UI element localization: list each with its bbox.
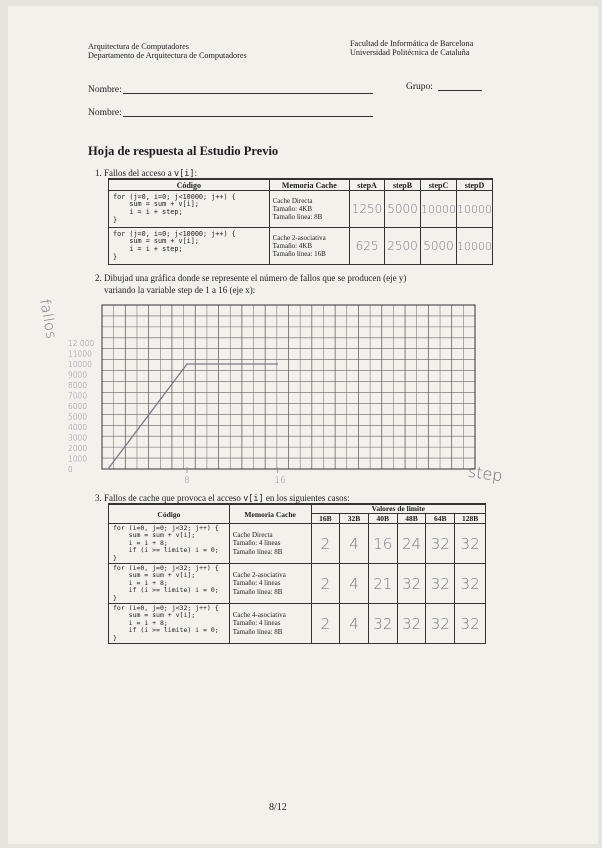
q1-row1-stepA[interactable]: 1250 xyxy=(350,191,385,228)
y-tick-label: 0 xyxy=(68,465,73,474)
course-name: Arquitectura de Computadores xyxy=(88,42,189,51)
q3-row1-val-32[interactable]: 4 xyxy=(340,524,369,564)
grupo-label: Grupo: xyxy=(406,82,433,92)
q1-row2-code: for (j=0, i=0; j<10000; j++) { sum = sum + v[i]; i = i + step; } xyxy=(109,228,270,265)
q3-row3-val-48[interactable]: 32 xyxy=(397,604,426,644)
q1-head-stepA: stepA xyxy=(350,179,385,191)
q3-row1-val-40[interactable]: 16 xyxy=(368,524,397,564)
university-name: Universidad Politécnica de Cataluña xyxy=(350,48,470,57)
q3-limit-32: 32B xyxy=(340,514,369,524)
page-number: 8/12 xyxy=(269,802,287,813)
q1-head-stepB: stepB xyxy=(385,179,421,191)
q3-row3-val-128[interactable]: 32 xyxy=(455,604,486,644)
q3-row2-val-48[interactable]: 32 xyxy=(397,564,426,604)
y-tick-label: 9000 xyxy=(68,370,88,380)
graph-x-ticks xyxy=(184,467,286,486)
q1-row2-stepA[interactable]: 625 xyxy=(350,228,385,265)
table-row xyxy=(109,604,486,644)
q3-row3-val-40[interactable]: 32 xyxy=(368,604,397,644)
y-axis-hand-label: fallos xyxy=(36,298,59,341)
q3-limit-64: 64B xyxy=(426,514,455,524)
q3-limit-128: 128B xyxy=(455,514,486,524)
mem-line: Tamaño línea: 8B xyxy=(232,587,283,596)
y-tick-label: 3000 xyxy=(68,433,88,443)
q1-row2-stepC[interactable]: 5000 xyxy=(420,228,456,265)
x-axis-hand-label: step xyxy=(466,461,504,486)
mem-type: Cache 2-asociativa xyxy=(272,233,326,242)
q1-label-colon: : xyxy=(194,168,197,178)
mem-line: Tamaño línea: 16B xyxy=(272,250,326,259)
q1-head-code: Código xyxy=(109,179,270,191)
series-point xyxy=(276,363,278,365)
q3-row2-val-128[interactable]: 32 xyxy=(455,564,486,604)
q3-row3-val-16[interactable]: 2 xyxy=(311,604,340,644)
q2-label-line2: variando la variable step de 1 a 16 (eje x): xyxy=(104,285,256,295)
mem-type: Cache Directa xyxy=(232,531,273,540)
q3-row2-val-32[interactable]: 4 xyxy=(340,564,369,604)
mem-size: Tamaño: 4KB xyxy=(272,241,312,250)
q3-head-code: Código xyxy=(109,504,230,524)
graph-plot xyxy=(107,363,278,470)
q1-row1-code: for (j=0, i=0; j<10000; j++) { sum = sum + v[i]; i = i + step; } xyxy=(109,191,270,228)
q3-row1-val-128[interactable]: 32 xyxy=(455,524,486,564)
mem-line: Tamaño línea: 8B xyxy=(272,213,323,222)
q1-row2-stepB[interactable]: 2500 xyxy=(385,228,421,265)
q2-label-line1: 2. Dibujad una gráfica donde se represente el número de fallos que se producen (eje y) xyxy=(95,273,407,283)
q1-head-stepC: stepC xyxy=(420,179,456,191)
mem-type: Cache Directa xyxy=(272,196,313,205)
q1-head-mem: Memoria Cache xyxy=(269,179,349,191)
q3-row3-val-64[interactable]: 32 xyxy=(426,604,455,644)
q1-label-text: 1. Fallos del acceso a xyxy=(95,168,172,178)
graph-y-ticks xyxy=(68,339,94,474)
q1-row1-stepB[interactable]: 5000 xyxy=(385,191,421,228)
graph-grid xyxy=(102,305,475,469)
q3-row1-val-64[interactable]: 32 xyxy=(426,524,455,564)
table-row xyxy=(109,564,486,604)
nombre-label-2: Nombre: xyxy=(88,108,122,118)
y-tick-label: 12.000 xyxy=(68,339,95,348)
y-tick-label: 11000 xyxy=(68,349,92,359)
faculty-name: Facultad de Informática de Barcelona xyxy=(350,39,474,48)
q3-limit-40: 40B xyxy=(368,514,397,524)
y-tick-label: 7000 xyxy=(68,391,88,401)
y-tick-label: 6000 xyxy=(68,402,88,411)
q1-head-stepD: stepD xyxy=(456,179,492,191)
y-tick-label: 1000 xyxy=(68,454,88,464)
q3-table xyxy=(108,503,486,644)
series-line-fallos xyxy=(108,364,277,469)
mem-line: Tamaño línea: 8B xyxy=(232,627,283,636)
q3-row2-val-64[interactable]: 32 xyxy=(426,564,455,604)
x-tick-label: 16 xyxy=(274,476,286,486)
answer-sheet xyxy=(8,6,598,844)
mem-size: Tamaño: 4 líneas xyxy=(232,579,281,588)
q3-row1-mem xyxy=(229,524,311,564)
q3-row1-val-48[interactable]: 24 xyxy=(397,524,426,564)
q3-head-vals: Valores de limite xyxy=(311,504,485,514)
table-row xyxy=(109,524,486,564)
q3-row2-val-40[interactable]: 21 xyxy=(368,564,397,604)
y-tick-label: 2000 xyxy=(68,444,88,453)
q3-row2-val-16[interactable]: 2 xyxy=(311,564,340,604)
q3-limit-48: 48B xyxy=(397,514,426,524)
q1-row2-stepD[interactable]: 10000 xyxy=(456,228,492,265)
mem-size: Tamaño: 4KB xyxy=(272,204,312,213)
q3-label-suffix: en los siguientes casos: xyxy=(265,493,350,503)
q1-row1-stepD[interactable]: 10000 xyxy=(456,191,492,228)
mem-line: Tamaño línea: 8B xyxy=(232,547,283,556)
q3-label-code: v[i] xyxy=(243,494,264,504)
q2-graph xyxy=(8,6,598,506)
mem-type: Cache 4-asociativa xyxy=(232,611,286,620)
q3-label-text: 3. Fallos de cache que provoca el acceso xyxy=(95,493,241,503)
series-point xyxy=(107,468,109,470)
q3-row2-mem xyxy=(229,564,311,604)
nombre-label-1: Nombre: xyxy=(88,85,122,95)
mem-type: Cache 2-asociativa xyxy=(232,571,286,580)
y-tick-label: 5000 xyxy=(68,412,88,422)
q3-row1-code: for (i=0, j=0; j<32; j++) { sum = sum + v[i]; i = i + 8; if (i >= limite) i = 0; } xyxy=(109,524,230,564)
y-tick-label: 8000 xyxy=(68,381,88,390)
x-tick-label: 8 xyxy=(184,476,190,486)
y-tick-label: 10000 xyxy=(68,360,92,369)
mem-size: Tamaño: 4 líneas xyxy=(232,539,281,548)
mem-size: Tamaño: 4 líneas xyxy=(232,619,281,628)
q3-row3-mem xyxy=(229,604,311,644)
page-title: Hoja de respuesta al Estudio Previo xyxy=(88,144,279,158)
y-tick-label: 4000 xyxy=(68,423,88,432)
q3-row3-code: for (i=0, j=0; j<32; j++) { sum = sum + v[i]; i = i + 8; if (i >= limite) i = 0; } xyxy=(109,604,230,644)
q1-label-code: v[i] xyxy=(173,169,195,179)
q3-limit-16: 16B xyxy=(311,514,340,524)
q3-row2-code: for (i=0, j=0; j<32; j++) { sum = sum + v[i]; i = i + 8; if (i >= limite) i = 0; } xyxy=(109,564,230,604)
q3-head-mem: Memoria Cache xyxy=(229,504,311,524)
department-name: Departamento de Arquitectura de Computadores xyxy=(88,51,247,60)
q1-row1-stepC[interactable]: 10000 xyxy=(420,191,456,228)
q3-row1-val-16[interactable]: 2 xyxy=(311,524,340,564)
series-point xyxy=(186,363,188,365)
q3-row3-val-32[interactable]: 4 xyxy=(340,604,369,644)
